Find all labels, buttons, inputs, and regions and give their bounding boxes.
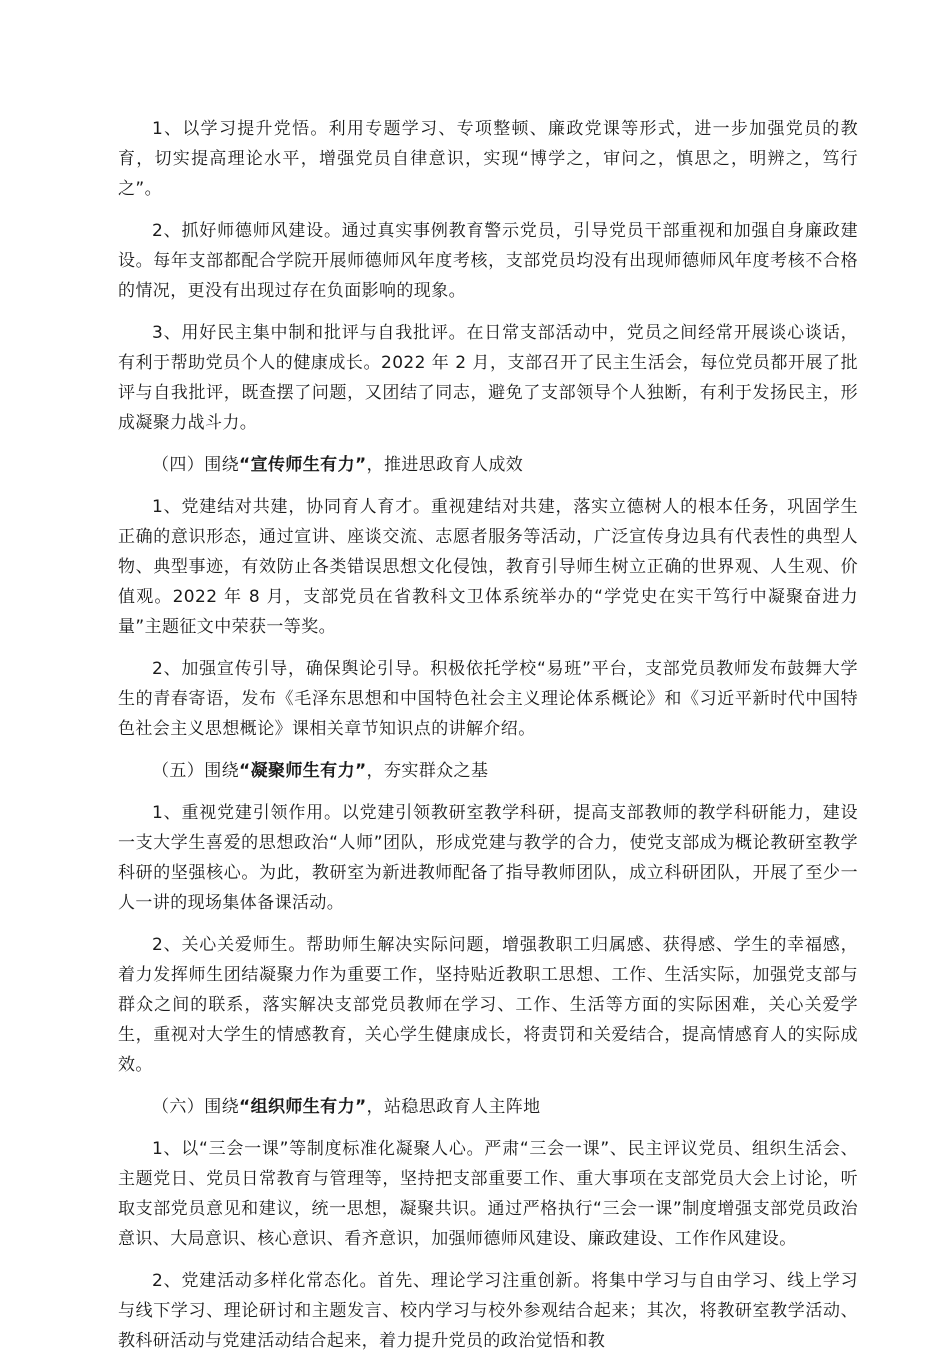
paragraph-standardization: 1、以“三会一课”等制度标准化凝聚人心。严肃“三会一课”、民主评议党员、组织生活会、主题党日、党员日常教育与管理等，坚持把支部重要工作、重大事项在支部党员大会上讨论，听取支部党员意见和建议，统一思想，凝聚共识。通过严格执行“三会一课”制度增强支部党员政治意识、大局意识、核心意识、看齐意识，加强师德师风建设、廉政建设、工作作风建设。 xyxy=(118,1139,858,1249)
heading-prefix: （五）围绕 xyxy=(152,761,239,781)
heading-bold: “组织师生有力” xyxy=(239,1097,367,1117)
paragraph-ethics: 2、抓好师德师风建设。通过真实事例教育警示党员，引导党员干部重视和加强自身廉政建设。每年支部都配合学院开展师德师风年度考核，支部党员均没有出现师德师风年度考核不合格的情况，更没有出现过存在负面影响的现象。 xyxy=(118,221,858,301)
paragraph-democracy: 3、用好民主集中制和批评与自我批评。在日常支部活动中，党员之间经常开展谈心谈话，有利于帮助党员个人的健康成长。2022 年 2 月，支部召开了民主生活会，每位党员都开展了批评与自我批评，既查摆了问题，又团结了同志，避免了支部领导个人独断，有利于发扬民主，形成凝聚力战斗力。 xyxy=(118,323,858,433)
paragraph-activities: 2、党建活动多样化常态化。首先、理论学习注重创新。将集中学习与自由学习、线上学习与线下学习、理论研讨和主题发言、校内学习与校外参观结合起来；其次，将教研室教学活动、教科研活动与党建活动结合起来，着力提升党员的政治觉悟和教 xyxy=(118,1271,858,1351)
heading-bold: “凝聚师生有力” xyxy=(239,761,367,781)
paragraph-leadership: 1、重视党建引领作用。以党建引领教研室教学科研，提高支部教师的教学科研能力，建设一支大学生喜爱的思想政治“人师”团队，形成党建与教学的合力，使党支部成为概论教研室教学科研的坚强核心。为此，教研室为新进教师配备了指导教师团队，成立科研团队，开展了至少一人一讲的现场集体备课活动。 xyxy=(118,803,858,913)
heading-suffix: ，站稳思政育人主阵地 xyxy=(366,1097,541,1117)
document-body xyxy=(118,114,858,1368)
paragraph-joint-building: 1、党建结对共建，协同育人育才。重视建结对共建，落实立德树人的根本任务，巩固学生正确的意识形态，通过宣讲、座谈交流、志愿者服务等活动，广泛宣传身边具有代表性的典型人物、典型事迹，有效防止各类错误思想文化侵蚀，教育引导师生树立正确的世界观、人生观、价值观。2022 年 8 月，支部党员在省教科文卫体系统举办的“学党史在实干笃行中凝聚奋进力量”主题征文中荣获一等奖。 xyxy=(118,497,858,637)
heading-bold: “宣传师生有力” xyxy=(239,455,367,475)
heading-prefix: （六）围绕 xyxy=(152,1097,239,1117)
paragraph-publicity: 2、加强宣传引导，确保舆论引导。积极依托学校“易班”平台，支部党员教师发布鼓舞大学生的青春寄语，发布《毛泽东思想和中国特色社会主义理论体系概论》和《习近平新时代中国特色社会主义思想概论》课相关章节知识点的讲解介绍。 xyxy=(118,659,858,739)
section-heading-4 xyxy=(118,450,858,480)
section-heading-6 xyxy=(118,1092,858,1122)
heading-prefix: （四）围绕 xyxy=(152,455,239,475)
paragraph-study: 1、以学习提升党悟。利用专题学习、专项整顿、廉政党课等形式，进一步加强党员的教育，切实提高理论水平，增强党员自律意识，实现“博学之，审问之，慎思之，明辨之，笃行之”。 xyxy=(118,119,858,199)
paragraph-care: 2、关心关爱师生。帮助师生解决实际问题，增强教职工归属感、获得感、学生的幸福感，着力发挥师生团结凝聚力作为重要工作，坚持贴近教职工思想、工作、生活实际，加强党支部与群众之间的联系，落实解决支部党员教师在学习、工作、生活等方面的实际困难，关心关爱学生，重视对大学生的情感教育，关心学生健康成长，将责罚和关爱结合，提高情感育人的实际成效。 xyxy=(118,935,858,1075)
heading-suffix: ，夯实群众之基 xyxy=(366,761,489,781)
heading-suffix: ，推进思政育人成效 xyxy=(366,455,524,475)
section-heading-5 xyxy=(118,756,858,786)
